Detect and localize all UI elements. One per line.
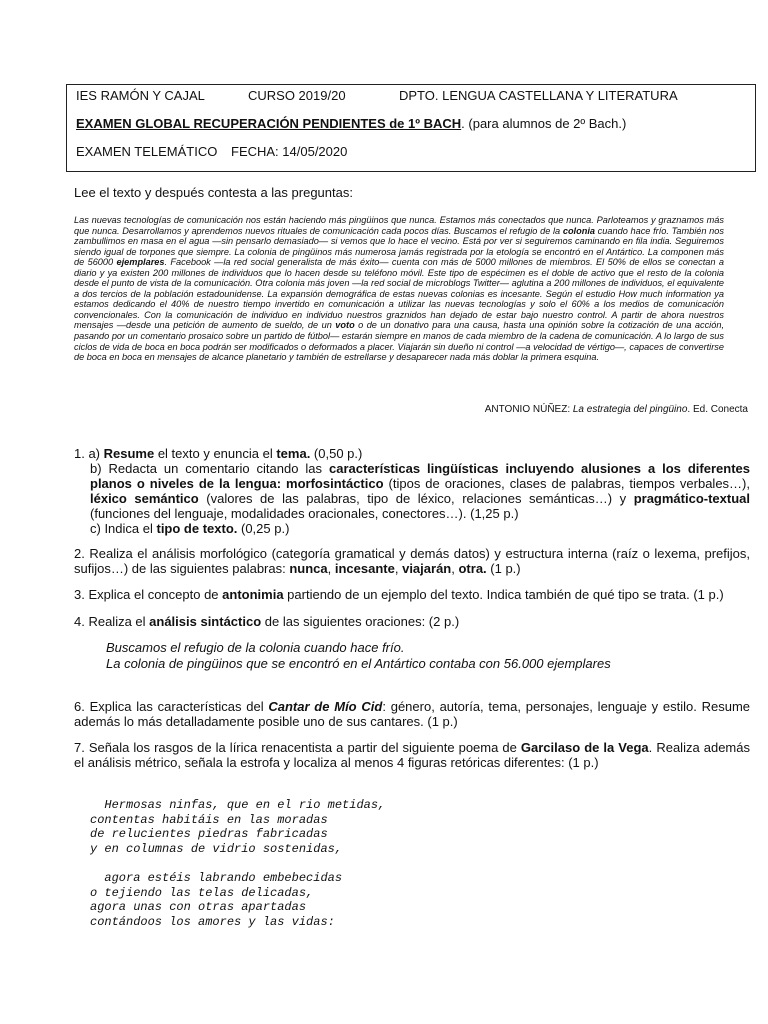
poem-line: y en columnas de vidrio sostenidas,: [90, 841, 343, 856]
q-keyword: viajarán: [402, 561, 452, 576]
sentence-1: Buscamos el refugio de la colonia cuando hace frío.: [106, 640, 405, 655]
poem-line: de relucientes piedras fabricadas: [90, 827, 328, 842]
q-keyword: léxico semántico: [90, 491, 199, 506]
passage-keyword: voto: [335, 320, 355, 331]
q-text: : género, autoría, tema, personajes, lenguaje y estilo. Resume además lo más detalladamente posible uno de sus cantares. (1 p.): [74, 699, 751, 729]
poem-line: agora unas con otras apartadas: [90, 900, 307, 915]
question-1b: [74, 461, 750, 521]
citation-author: ANTONIO NÚÑEZ:: [484, 404, 573, 415]
q-text: b) Redacta un comentario citando las: [90, 461, 329, 476]
q-text: (valores de las palabras, tipo de léxico, relaciones semánticas…) y: [198, 491, 634, 506]
poem-line: agora estéis labrando embebecidas: [90, 870, 343, 885]
q-text: c) Indica el: [90, 521, 157, 536]
q-text: 7. Señala los rasgos de la lírica renacentista a partir del siguiente poema de: [74, 740, 521, 755]
course-year: CURSO 2019/20: [248, 88, 346, 103]
header-row-2: [76, 116, 626, 131]
q-keyword: Resume: [103, 446, 155, 461]
q-text: 3. Explica el concepto de: [74, 587, 223, 602]
passage-text: Las nuevas tecnologías de comunicación nos están haciendo más pingüinos que nunca. Estamos más conectados que nunca. Parloteamos y graznamos más que nunca. Desarrollamos y aprendemos nuevos rituales de comunicación cada pocos días. Buscamos el refugio de la: [74, 215, 724, 236]
question-1: [74, 446, 750, 536]
q-keyword: otra.: [458, 561, 487, 576]
reading-passage: [74, 215, 724, 363]
header-row-3: [76, 144, 746, 160]
q-text: (0,50 p.): [310, 446, 363, 461]
q-text: el texto y enuncia el: [154, 446, 277, 461]
question-1c: [74, 521, 750, 536]
q-text: 2. Realiza el análisis morfológico (categoría gramatical y demás datos) y estructura interna (raíz o lexema, prefijos, sufijos…) de las siguientes palabras:: [74, 546, 750, 576]
sentence-2: La colonia de pingüinos que se encontró en el Antártico contaba con 56.000 ejemplares: [106, 656, 611, 671]
header-row-1: [76, 88, 746, 104]
q-text: (0,25 p.): [237, 521, 290, 536]
passage-keyword: colonia: [562, 225, 595, 236]
poem-line: contentas habitáis en las moradas: [90, 812, 328, 827]
q-text: ,: [394, 561, 403, 576]
q-text: 4. Realiza el: [74, 614, 150, 629]
q-text: (tipos de oraciones, clases de palabras, tiempos verbales…),: [383, 476, 750, 491]
question-4: [74, 614, 750, 629]
department-name: DPTO. LENGUA CASTELLANA Y LITERATURA: [399, 88, 678, 103]
q-text: 6. Explica las características del: [74, 699, 269, 714]
exam-type: EXAMEN TELEMÁTICO: [76, 144, 218, 159]
passage-text: cuando hace frío. También nos zambullimos en masa en el agua —sin pensarlo demasiado— si vemos que lo hace el vecino. Está por ver si seguiremos caminando en fila india. Seguiremos siendo igual de torpones que siempre. La colonia de pingüinos más numerosa jamás registrada por la etología se encontró en el Antártico. La componen más de 56000: [74, 225, 724, 268]
q-keyword: características lingüísticas incluyendo alusiones a los diferentes planos o niveles de la lengua: morfosintáctico: [90, 461, 750, 491]
poem-line: contándoos los amores y las vidas:: [90, 914, 335, 929]
citation: [485, 404, 748, 415]
q-text: (funciones del lenguaje, modalidades oracionales, conectores…). (1,25 p.): [90, 506, 519, 521]
citation-publisher: . Ed. Conecta: [687, 404, 748, 415]
q-text: de las siguientes oraciones: (2 p.): [261, 614, 460, 629]
q-keyword: tema.: [276, 446, 311, 461]
instructions: Lee el texto y después contesta a las preguntas:: [74, 185, 353, 200]
question-1a: [74, 446, 750, 461]
citation-work: La estrategia del pingüino: [572, 404, 688, 415]
exam-date: FECHA: 14/05/2020: [231, 144, 348, 159]
q-keyword: Cantar de Mío Cid: [268, 699, 383, 714]
q-keyword: pragmático-textual: [633, 491, 750, 506]
poem-line: Hermosas ninfas, que en el rio metidas,: [90, 798, 386, 812]
garcilaso-poem: [90, 798, 385, 929]
passage-text: . Facebook —la red social generalista de más éxito— cuenta con más de 5000 millones de miembros. El 50% de ellos se conectan a diario y ya existen 200 millones de individuos que lo hacen desde su teléfono móvil. Este tipo de espécimen es el doble de activo que el resto de la colonia desde el punto de vista de la comunicación. Otra colonia más joven —la red social de microblogs Twitter— aglutina a 200 millones de individuos, el equivalente a dos tercios de la población estadounidense. La expansión demográfica de estas nuevas colonias es incesante. Según el estudio How much information ya estamos dedicando el 40% de nuestro tiempo invertido en comunicación a utilizar las nuevas tecnologías y solo el 60% a los medios de comunicación convencionales. Con la comunicación de individuo en individuo nuestros graznidos han dejado de estar bajo nuestro control. A partir de ahora nuestros mensajes —desde una petición de aumento de sueldo, de un: [74, 257, 724, 331]
q-keyword: tipo de texto.: [156, 521, 238, 536]
question-7: [74, 740, 750, 770]
q-keyword: análisis sintáctico: [149, 614, 262, 629]
q-keyword: Garcilaso de la Vega: [520, 740, 649, 755]
q-text: ,: [327, 561, 335, 576]
question-6: [74, 699, 750, 729]
question-2: [74, 546, 750, 576]
q-text: partiendo de un ejemplo del texto. Indica también de qué tipo se trata. (1 p.): [283, 587, 724, 602]
passage-text: o de un donativo para una causa, hasta una opinión sobre la cotización de una acción, pasando por un comentario prosaico sobre un partido de fútbol— estarán siempre en manos de cada miembro de la cadena de comunicación. A lo largo de sus ciclos de vida de boca en boca podrán ser modificados o deformados a placer. Viajarán sin dueño ni control —a velocidad de vértigo—, capaces de convertirse de boca en boca en mensajes de alcance planetario y también de estrellarse y desaparecer nada más doblar la primera esquina.: [74, 320, 724, 363]
school-name: IES RAMÓN Y CAJAL: [76, 88, 205, 103]
q-keyword: antonimia: [222, 587, 284, 602]
poem-line: o tejiendo las telas delicadas,: [90, 885, 314, 900]
exam-header-box: [66, 84, 756, 172]
q-text: ,: [451, 561, 459, 576]
question-3: [74, 587, 750, 602]
passage-keyword: ejemplares: [116, 257, 165, 268]
exam-title: EXAMEN GLOBAL RECUPERACIÓN PENDIENTES de 1º BACH: [76, 116, 462, 131]
q-text: 1. a): [74, 446, 104, 461]
exam-note: . (para alumnos de 2º Bach.): [461, 116, 627, 131]
q-text: (1 p.): [486, 561, 521, 576]
q-keyword: incesante: [334, 561, 395, 576]
q-keyword: nunca: [289, 561, 328, 576]
q-text: . Realiza además el análisis métrico, señala la estrofa y localiza al menos 4 figuras retóricas diferentes: (1 p.): [74, 740, 750, 770]
stanza-gap: [90, 856, 385, 871]
